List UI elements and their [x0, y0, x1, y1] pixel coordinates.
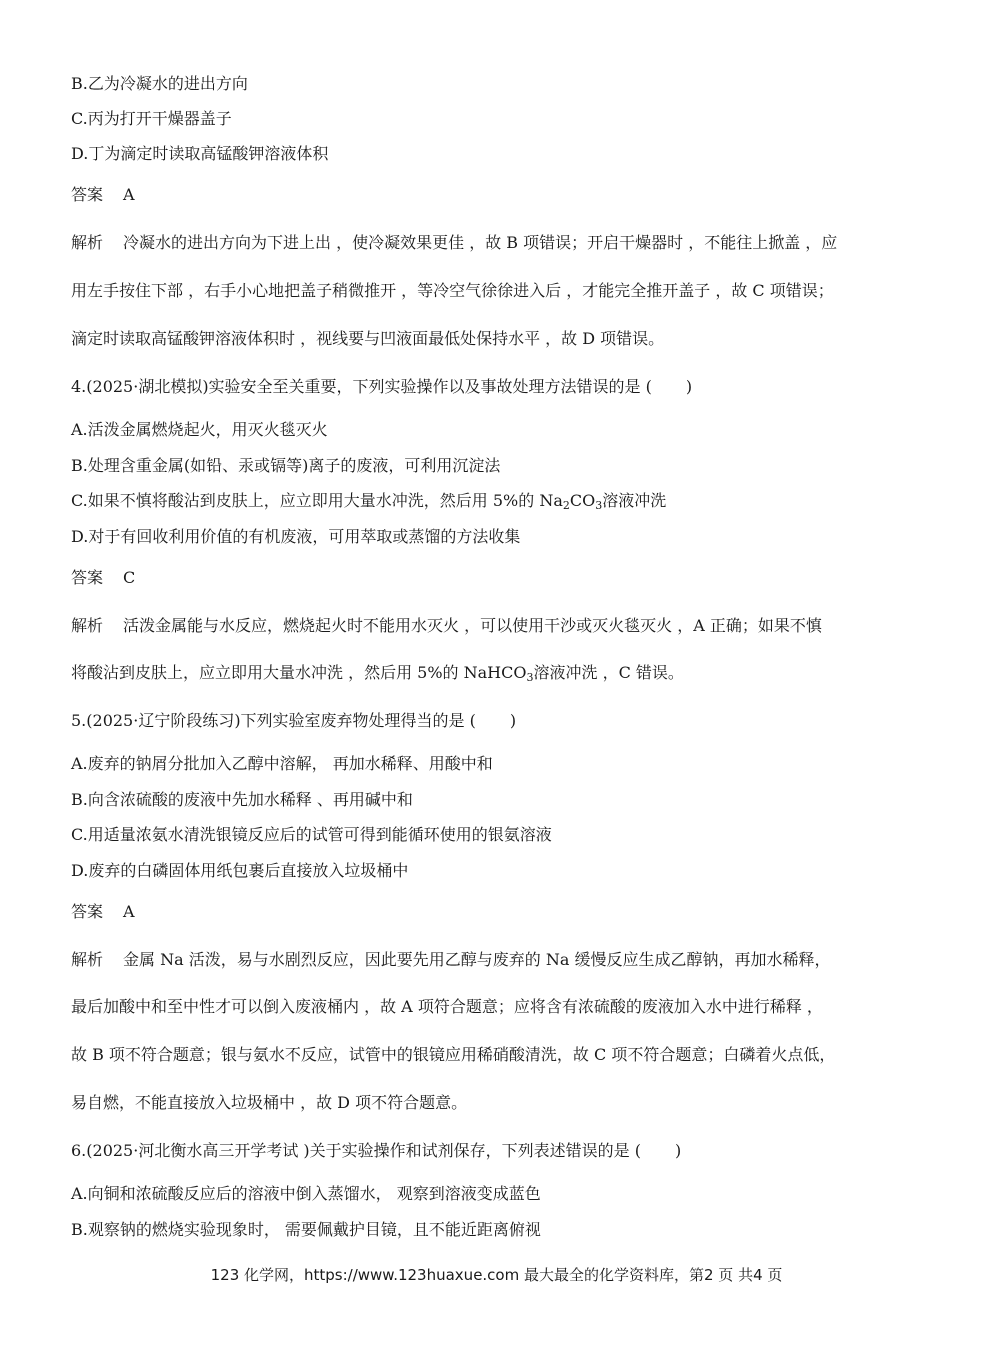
q4-stem-close: ) — [685, 377, 693, 396]
q5-stem-close: ) — [509, 711, 517, 730]
subscript: 2 — [562, 499, 570, 512]
analysis-label: 解析 — [71, 616, 104, 635]
analysis-label: 解析 — [71, 950, 104, 969]
q4-option-c-text: C.如果不慎将酸沾到皮肤上，应立即用大量水冲洗，然后用 5%的 Na — [71, 491, 563, 510]
q3-answer — [71, 184, 135, 206]
q6-stem — [71, 1140, 681, 1162]
analysis-text: 金属 Na 活泼，易与水剧烈反应，因此要先用乙醇与废弃的 Na 缓慢反应生成乙醇钠，再加水稀释， — [123, 950, 831, 969]
q5-stem — [71, 710, 516, 732]
q4-option-c-formula: CO — [569, 491, 596, 510]
q4-stem-text: 4.(2025·湖北模拟)实验安全至关重要，下列实验操作以及事故处理方法错误的是 ( — [71, 377, 652, 396]
analysis-label: 解析 — [71, 233, 104, 252]
answer-label: 答案 — [71, 185, 104, 204]
q5-option-d: D.废弃的白磷固体用纸包裹后直接放入垃圾桶中 — [71, 861, 409, 880]
answer-label: 答案 — [71, 902, 104, 921]
q4-option-d: D.对于有回收利用价值的有机废液，可用萃取或蒸馏的方法收集 — [71, 527, 521, 546]
q4-option-c — [71, 490, 666, 512]
q5-option-c: C.用适量浓氨水清洗银镜反应后的试管可得到能循环使用的银氨溶液 — [71, 825, 552, 844]
q4-option-b: B.处理含重金属(如铅、汞或镉等)离子的废液，可利用沉淀法 — [71, 456, 501, 475]
q5-stem-text: 5.(2025·辽宁阶段练习)下列实验室废弃物处理得当的是 ( — [71, 711, 476, 730]
q6-stem-text: 6.(2025·河北衡水高三开学考试 )关于实验操作和试剂保存，下列表述错误的是 ( — [71, 1141, 641, 1160]
analysis-text: 将酸沾到皮肤上，应立即用大量水冲洗 ，然后用 5%的 NaHCO — [71, 663, 527, 682]
subscript: 3 — [595, 499, 603, 512]
q6-option-a: A.向铜和浓硫酸反应后的溶液中倒入蒸馏水， 观察到溶液变成蓝色 — [71, 1184, 541, 1203]
answer-value: A — [123, 902, 135, 921]
analysis-text-tail: 溶液冲洗 ，C 错误。 — [533, 663, 684, 682]
q5-analysis-line-4: 易自燃，不能直接放入垃圾桶中 ，故 D 项不符合题意。 — [71, 1093, 468, 1112]
q5-option-a: A.废弃的钠屑分批加入乙醇中溶解， 再加水稀释、用酸中和 — [71, 754, 493, 773]
q5-analysis-line-2: 最后加酸中和至中性才可以倒入废液桶内 ，故 A 项符合题意；应将含有浓硫酸的废液加入水中进行稀释 ， — [71, 997, 823, 1016]
q5-analysis-line-3: 故 B 项不符合题意；银与氨水不反应，试管中的银镜应用稀硝酸清洗，故 C 项不符合题意；白磷着火点低， — [71, 1045, 836, 1064]
answer-label: 答案 — [71, 568, 104, 587]
q6-stem-close: ) — [674, 1141, 682, 1160]
q3-option-d: D.丁为滴定时读取高锰酸钾溶液体积 — [71, 144, 329, 163]
q4-analysis-line-1 — [71, 615, 822, 637]
analysis-text: 冷凝水的进出方向为下进上出 ，使冷凝效果更佳 ，故 B 项错误；开启干燥器时 ，不能往上掀盖 ，应 — [123, 233, 838, 252]
q3-analysis-line-1 — [71, 232, 837, 254]
q3-option-c: C.丙为打开干燥器盖子 — [71, 109, 232, 128]
q5-answer — [71, 901, 135, 923]
answer-value: A — [123, 185, 135, 204]
q4-analysis-line-2 — [71, 662, 684, 684]
subscript: 3 — [526, 671, 534, 684]
q5-option-b: B.向含浓硫酸的废液中先加水稀释 、再用碱中和 — [71, 790, 413, 809]
q4-option-c-tail: 溶液冲洗 — [602, 491, 667, 510]
page-footer: 123 化学网，https://www.123huaxue.com 最大最全的化学资料库，第2 页 共4 页 — [210, 1266, 783, 1284]
q3-analysis-line-2: 用左手按住下部 ，右手小心地把盖子稍微推开 ，等冷空气徐徐进入后 ，才能完全推开盖子 ，故 C 项错误； — [71, 281, 834, 300]
q4-stem — [71, 376, 692, 398]
answer-value: C — [123, 568, 136, 587]
q3-analysis-line-3: 滴定时读取高锰酸钾溶液体积时 ，视线要与凹液面最低处保持水平 ，故 D 项错误。 — [71, 329, 665, 348]
q5-analysis-line-1 — [71, 949, 830, 971]
q3-option-b: B.乙为冷凝水的进出方向 — [71, 74, 248, 93]
q4-answer — [71, 567, 135, 589]
analysis-text: 活泼金属能与水反应，燃烧起火时不能用水灭火 ，可以使用干沙或灭火毯灭火 ，A 正确；如果不慎 — [123, 616, 822, 635]
q6-option-b: B.观察钠的燃烧实验现象时， 需要佩戴护目镜，且不能近距离俯视 — [71, 1220, 541, 1239]
q4-option-a: A.活泼金属燃烧起火，用灭火毯灭火 — [71, 420, 328, 439]
